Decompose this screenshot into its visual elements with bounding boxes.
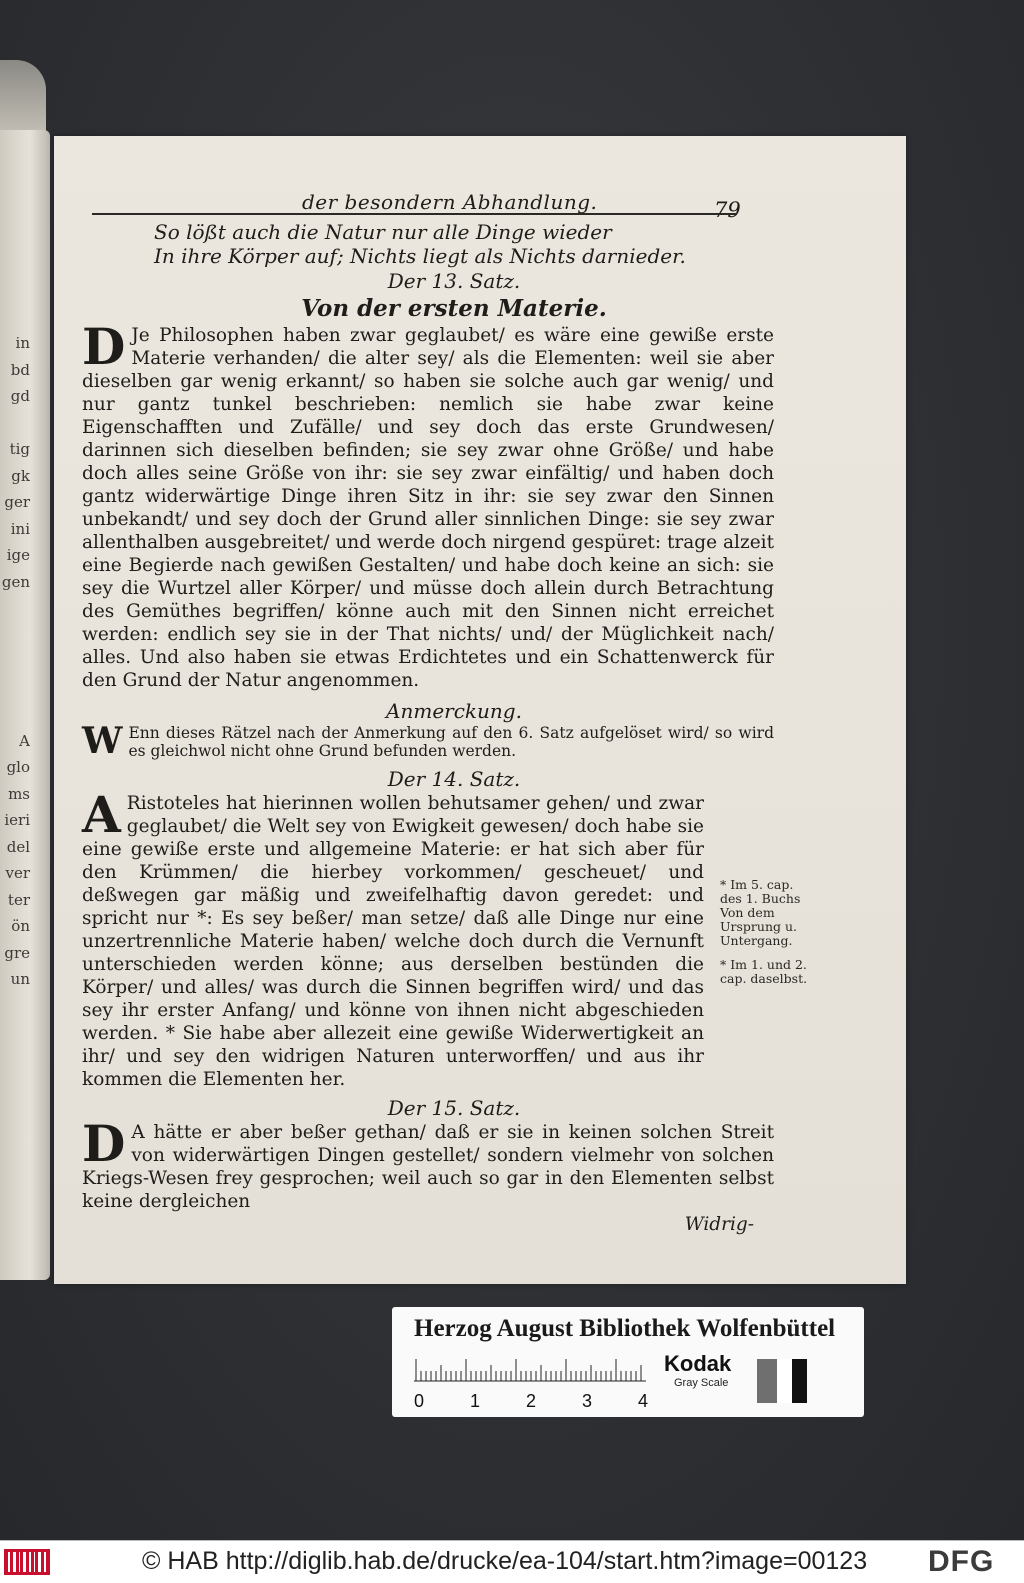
ruler-number: 3 — [582, 1391, 593, 1411]
facing-page-fragment: gk — [11, 466, 30, 485]
facing-page-fragment: ger — [4, 493, 30, 511]
section-13-number: Der 13. Satz. — [387, 269, 521, 293]
dropcap: W — [82, 720, 123, 762]
dropcap: A — [82, 785, 121, 844]
facing-page-fragment: ön — [11, 917, 30, 935]
color-reference-card — [392, 1307, 864, 1417]
facing-page-fragment — [0, 410, 30, 437]
facing-page-fragment: ver — [5, 864, 30, 882]
verse-line-1: So lößt auch die Natur nur alle Dinge wieder — [154, 220, 612, 244]
note-paragraph — [74, 720, 774, 762]
facing-page-fragment: ige — [6, 546, 30, 564]
marginal-note-2: * Im 1. und 2. cap. daselbst. — [720, 957, 808, 986]
section-13-title: Von der ersten Materie. — [301, 295, 607, 322]
catchword: Widrig- — [684, 1214, 754, 1235]
facing-page-fragment: un — [10, 970, 30, 988]
ruler-scale — [414, 1351, 649, 1411]
facing-page-fragment: gen — [1, 572, 30, 591]
facing-page-fragment — [0, 648, 30, 675]
section-14-text: Ristoteles hat hierinnen wollen behutsamer gehen/ und zwar geglaubet/ die Welt sey von Ewigkeit gewesen/ doch habe sie eine gewiße erste und allgemeine Materie: er hat sich aber für den Krümmen/ die hierbey vorkommen/ gescheuet/ und deßwegen gar mäßig und zweifelhaftig davon geredet: und spricht nur *: Es sey beßer/ man setze/ daß alle Dinge nur eine unzertrennliche Materie haben/ welche doch durch die Vernunft unterschieden werden könne; aus derselben bestünden die Körper/ und alles/ was durch die Sinnen begriffen wird/ und das sey ihr erster Anfang/ und könne von ihnen nicht abgeschieden werden. * Sie habe aber allezeit eine gewiße Widerwertigkeit an ihr/ und sey den widrigen Naturen unterworffen/ und aus ihr kommen die Elementen her. — [82, 793, 704, 1090]
section-13-paragraph — [74, 317, 774, 692]
facing-page-fragment — [0, 701, 30, 728]
dropcap: D — [82, 317, 126, 376]
barcode-icon — [4, 1549, 50, 1575]
section-15-text: A hätte er aber beßer gethan/ daß er sie in keinen solchen Streit von widerwärtigen Dingen gestellet/ sondern vielmehr von solchen Kriegs-Wesen frey gesprochen; weil auch so gar in den Elementen selbst keine dergleichen — [82, 1122, 774, 1212]
head-rule — [92, 213, 737, 215]
gray-scale-patch — [757, 1359, 807, 1403]
facing-page-fragment: tig — [9, 440, 30, 458]
footer-copyright-link[interactable]: © HAB http://diglib.hab.de/drucke/ea-104/start.htm?image=00123 — [142, 1547, 868, 1575]
facing-page-fragment — [0, 622, 30, 649]
page-body — [74, 220, 774, 1236]
section-14-paragraph — [74, 785, 774, 1091]
card-title: Herzog August Bibliothek Wolfenbüttel — [414, 1315, 836, 1342]
section-15-paragraph — [74, 1114, 774, 1213]
facing-page-fragment: gre — [4, 943, 30, 962]
book-page — [54, 136, 906, 1284]
note-title: Anmerckung. — [386, 699, 522, 723]
note-text: Enn dieses Rätzel nach der Anmerkung auf den 6. Satz aufgelöset wird/ so wird es gleichwol nicht ohne Grund befunden werden. — [128, 724, 774, 760]
dfg-logo: DFG — [928, 1545, 995, 1578]
verse-line-2: In ihre Körper auf; Nichts liegt als Nichts darnieder. — [154, 244, 686, 268]
facing-page-fragment: bd — [10, 360, 30, 379]
facing-page-text-fragments — [0, 330, 30, 993]
ruler-number: 1 — [470, 1391, 481, 1411]
facing-page-fragment: glo — [6, 758, 30, 776]
facing-page-fragment: ter — [7, 890, 30, 909]
dropcap: D — [82, 1114, 126, 1173]
facing-page-fragment: ieri — [4, 811, 30, 829]
facing-page-fragment — [0, 675, 30, 702]
facing-page-fragment: del — [6, 837, 30, 856]
running-head: der besondern Abhandlung. — [302, 190, 598, 214]
facing-page-fragment: in — [15, 334, 30, 352]
kodak-logo: Kodak — [664, 1351, 732, 1376]
ruler-number: 2 — [526, 1391, 537, 1411]
ruler-number: 0 — [414, 1391, 425, 1411]
facing-page-fragment: A — [19, 731, 30, 750]
section-15-number: Der 15. Satz. — [387, 1096, 521, 1120]
gray-scale-label: Gray Scale — [674, 1377, 729, 1389]
facing-page-fragment: gd — [10, 387, 30, 405]
facing-page-fragment — [0, 595, 30, 622]
footer-bar — [0, 1540, 1024, 1583]
marginal-notes — [720, 878, 810, 996]
ruler-number: 4 — [638, 1391, 649, 1411]
section-14-number: Der 14. Satz. — [387, 767, 521, 791]
facing-page-fragment: ini — [10, 519, 30, 538]
section-13-text: Je Philosophen haben zwar geglaubet/ es wäre eine gewiße erste Materie verhanden/ die alter sey/ als die Elementen: weil sie aber dieselben gar wenig erkannt/ so haben sie solche auch gar wenig/ und nur gantz tunkel beschrieben: nemlich sie habe zwar keine Eigenschafften und Zufälle/ und sey doch das erste Grundwesen/ darinnen sich dieselben befinden; sie sey zwar ohne Größe/ und habe doch alles seine Größe von ihr: sie sey zwar einfältig/ und haben doch gantz widerwärtige Dinge ihren Sitz in ihr: sie sey zwar den Sinnen unbekandt/ und sey doch der Grund aller sinnlichen Dinge: sie sey zwar allenthalben ausgebreitet/ und werde doch nirgend gespüret: trage alzeit eine Begierde nach gewißen Gestalten/ und habe doch keine an sich: sie sey die Wurtzel aller Körper/ und müsse doch allein durch Betrachtung des Gemüthes begriffen/ könne auch mit den Sinnen nicht erreichet werden: endlich sey sie in der That nichts/ und/ der Müglichkeit nach/ alles. Und also haben sie etwas Erdichtetes und ein Schattenwerck für den Grund der Natur angenommen. — [82, 325, 774, 691]
facing-page-fragment: ms — [8, 784, 30, 803]
marginal-note-1: * Im 5. cap. des 1. Buchs Von dem Ursprung u. Untergang. — [720, 877, 801, 948]
page-number: 79 — [714, 198, 741, 222]
